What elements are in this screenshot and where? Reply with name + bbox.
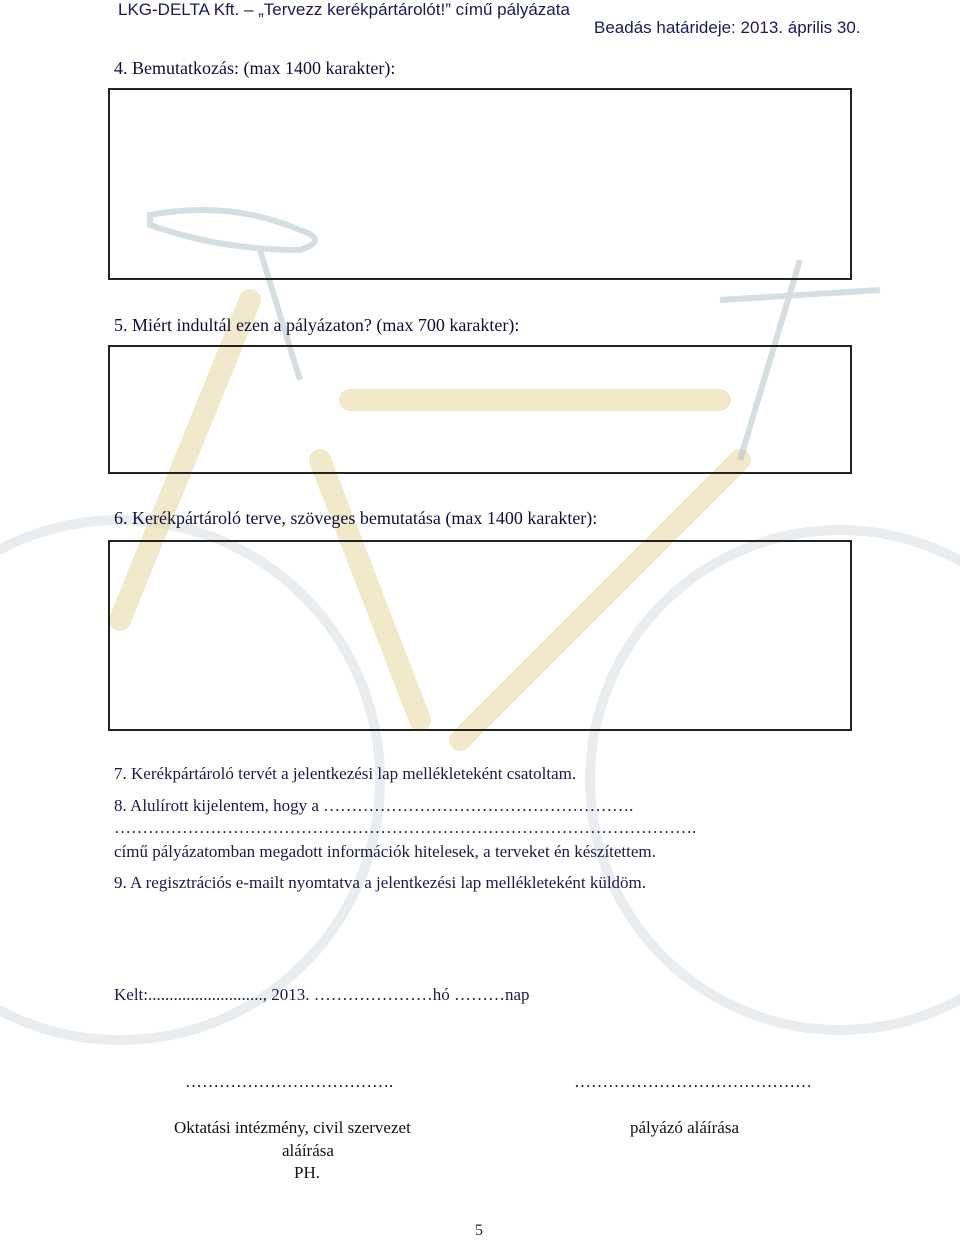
section8-line2: …………………………………………………………………………………………. — [114, 818, 697, 837]
section5-textbox[interactable] — [108, 345, 852, 474]
right-signature-dots: …………………………………… — [574, 1072, 812, 1091]
section8-line3: című pályázatomban megadott információk hitelesek, a terveket én készítettem. — [114, 842, 656, 861]
section6-label: 6. Kerékpártároló terve, szöveges bemutatása (max 1400 karakter): — [114, 508, 598, 528]
section4-label: 4. Bemutatkozás: (max 1400 karakter): — [114, 58, 396, 78]
section8-line1: 8. Alulírott kijelentem, hogy a ………………………………………………. — [114, 796, 634, 815]
stamp-label: PH. — [294, 1163, 320, 1182]
section5-label: 5. Miért indultál ezen a pályázaton? (max 700 karakter): — [114, 315, 520, 335]
section6-textbox[interactable] — [108, 540, 852, 731]
section7-text: 7. Kerékpártároló tervét a jelentkezési lap mellékleteként csatoltam. — [114, 764, 577, 783]
section4-textbox[interactable] — [108, 88, 852, 280]
page-number: 5 — [475, 1222, 483, 1239]
header-title: LKG-DELTA Kft. – „Tervezz kerékpártárolót!” című pályázata — [118, 0, 570, 19]
left-signature-dots: ………………………………. — [185, 1072, 394, 1091]
left-signature-label-2: aláírása — [282, 1141, 334, 1160]
header-deadline: Beadás határideje: 2013. április 30. — [594, 18, 861, 37]
right-signature-label: pályázó aláírása — [630, 1118, 740, 1137]
section9-text: 9. A regisztrációs e-mailt nyomtatva a jelentkezési lap mellékleteként küldöm. — [114, 873, 647, 892]
date-line: Kelt:..........................., 2013. …………………hó ………nap — [114, 985, 530, 1004]
left-signature-label: Oktatási intézmény, civil szervezet — [174, 1118, 411, 1137]
